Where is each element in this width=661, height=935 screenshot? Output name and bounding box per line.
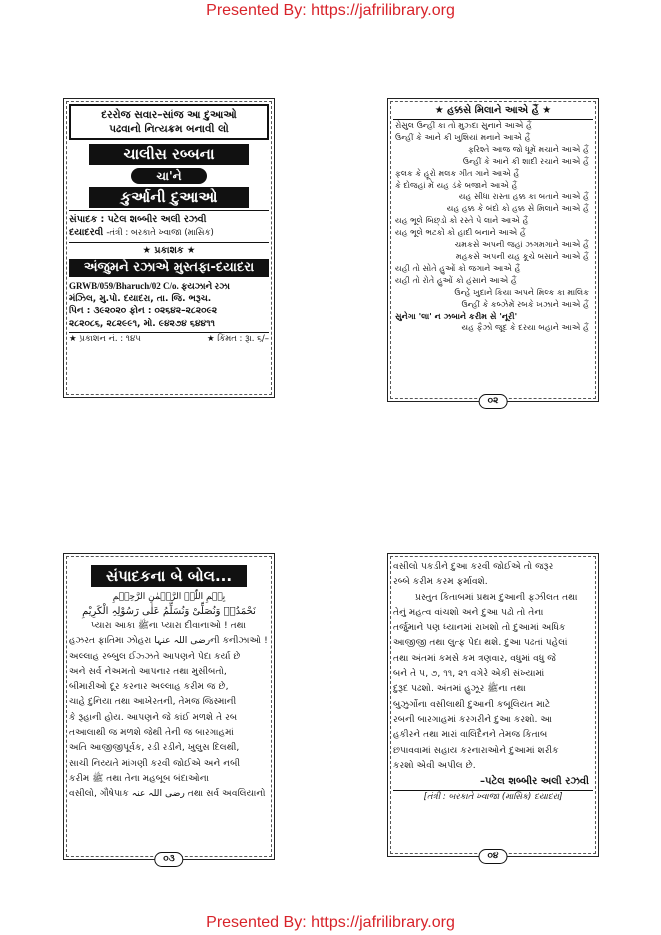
continuation-text xyxy=(393,559,593,590)
bottom-banner: Presented By: https://jafrilibrary.org xyxy=(206,914,455,931)
poem-verse: સુનેગા 'લા' ન ઝબાને કરીમ સે 'નૂરી' xyxy=(395,310,518,321)
title-chalis-rabbana: ચાલીસ રબ્બના xyxy=(89,144,249,165)
text-line: હકીરને તથા મારાં વાલિદૈનને તેમજ કિતાબ xyxy=(393,729,548,741)
page-number: ૦૨ xyxy=(479,394,508,409)
place-note: -તંત્રી : બરકાતે ખ્વાજા (માસિક) xyxy=(106,228,214,238)
box-line-2: પઢવાનો નિત્યક્રમ બનાવી લો xyxy=(109,123,229,135)
edition-number: ★ પ્રકાશન નં. : ૧૪૫ xyxy=(69,334,141,344)
poem-verse: યહ સીધા રાસ્તા હક્ક કા બતાને આએ હૈં xyxy=(458,191,589,202)
address-line: GRWB/059/Bharuch/02 C/o. ફયઝાને રઝા xyxy=(69,281,230,291)
text-line: કરીમ ﷺ તથા તેના મહબૂબ બંદાઓના xyxy=(69,772,209,784)
editor-note-title: સંપાદકના બે બોલ... xyxy=(91,565,247,587)
editor-line: સંપાદક : પટેલ શબ્બીર અલી રઝવી xyxy=(69,214,207,225)
text-line: ચાહે દુનિયા તથા આખેરતની, તેમજ જિસ્માની xyxy=(69,696,237,708)
text-line: કે રૂહાની હોય. આપણને જે કાંઈ મળશે તે રબ xyxy=(69,711,238,723)
poem-verse: કે દોજહાં મેં યહ ડંકે બજાને આએ હૈં xyxy=(395,179,518,190)
text-line: સાચી નિય્યતે માંગણી કરવી જોઈએ અને નબી xyxy=(69,757,241,769)
text-line: તર્જુમાને પણ ધ્યાનમાં રાખશો તો દુઆમાં અધિક xyxy=(393,622,566,634)
address-line: મંઝિલ, મુ.પો. દયાદરા, તા. જિ. ભરૂચ. xyxy=(69,293,212,304)
text-line: પ્યારા આકા ﷺના પ્યારા દીવાનાઓ ! તથા xyxy=(91,620,246,631)
poem-verse: ઉન્હીં કે આને કી શાદી રચાને આએ હૈં xyxy=(462,155,589,166)
text-line: કરશો એવી અપીલ છે. xyxy=(393,759,476,771)
page-number: ૦૩ xyxy=(154,852,183,867)
poem-verse: ફલક કે હૂરો મલક ગીત ગાને આએ હૈં xyxy=(395,167,520,178)
poem-verse: ફરિશ્તે આજ જો ધૂમેં મચાને આએ હૈં xyxy=(468,143,589,154)
text-line: દુરૂદ પઢશો. અંતમાં હુઝૂર ﷺના તથા xyxy=(393,683,526,695)
appeal-text xyxy=(393,590,593,774)
poem-verses xyxy=(393,120,593,334)
poem-verse: યહ ભૂલે બિછ્ડો કો રસ્તે પે લાને આએ હૈં xyxy=(395,215,529,226)
poem-verse: યહ ફૈઝો જૂદ કે દરયા બહાને આએ હૈં xyxy=(461,322,589,333)
text-line: વસીલો પકડીને દુઆ કરવી જોઈએ તો જરૂર xyxy=(393,561,554,572)
daily-dua-box xyxy=(69,104,269,140)
poem-verse: યહી તો રોતે હુઓં કો હંસાને આએ હૈં xyxy=(395,274,517,285)
text-line: છપાવવામાં સહાય કરનારાઓને દુઆમાં શરીક xyxy=(393,744,559,756)
text-line: તેનું મહત્વ વાંચશો અને દુઆ પઢો તો તેના xyxy=(393,606,544,618)
price: ★ કિંમત : રૂા. ૬/– xyxy=(206,334,269,344)
cover-footer xyxy=(69,332,269,344)
poem-verse: ઉન્હીં કે કબ્ઝેમેં રબકે ખઝાને આએ હૈં xyxy=(461,298,589,309)
text-line: આજીજી તથા લુત્ફ પેદા થશે. દુઆ પઢતાં પહેલાં xyxy=(393,637,568,649)
text-line: તથા અંતમાં કમસે કમ ત્રણવાર, વધુમાં વધુ જે xyxy=(393,652,556,664)
poem-page xyxy=(387,98,599,406)
address-line: પિન : ૩૯૨૦૨૦ ફોન : ૦૨૬૪૨–૨૮૨૦૯૨ xyxy=(69,306,218,316)
publisher-address xyxy=(69,280,269,330)
text-line: વસીલો, ગૌષેપાક رضی اللہ عنہ તથા સર્વ અવલિયાનો xyxy=(69,788,266,800)
poem-verse: યહ ભૂલે ભટકોં કો હાદી બનાને આએ હૈં xyxy=(395,227,526,238)
address-line: ૨૮૨૦૮૬, ૨૮૨૯૯૧, મો. ૯૪૨૭૪ ૬૪૪૧૧ xyxy=(69,318,215,329)
place-name: દયાદરવી xyxy=(69,227,104,238)
poem-verse: ઉન્હેં ખુદાને કિયા અપને મિલ્ક કા માલિક xyxy=(454,286,589,297)
page-number: ૦૪ xyxy=(479,849,508,864)
title-cha-ne: ચા'ને xyxy=(131,168,207,184)
publisher-org: અંજુમને રઝાએ મુસ્તફા-દયાદરા xyxy=(69,259,269,277)
text-line: બીમારીઓ દૂર કરનાર અલ્લાહ કરીમ જ છે, xyxy=(69,681,229,693)
text-line: અને સર્વ નેઅમતો આપનાર તથા મુસીબતો, xyxy=(69,665,227,677)
poem-verse: યહી તો સોતે હુઓં કો જગાને આએ હૈં xyxy=(395,262,521,273)
text-line: બને તે ૫, ૭, ૧૧, ૨૧ વગેરે એકી સંખ્યામાં xyxy=(393,668,545,680)
title-qurani-duao: કુર્આની દુઆઓ xyxy=(89,187,249,208)
cover-page xyxy=(63,98,275,398)
continuation-page xyxy=(387,553,599,861)
poem-verse: ઉન્હીં કે આને કી ખુશિયાં મનાને આએ હૈં xyxy=(395,131,531,142)
bismillah: بِسۡمِ اللّٰہِ الرَّحۡمٰنِ الرَّحِیۡمِ xyxy=(112,592,226,602)
text-line: રબની બારગાહમાં કરગરીને દુઆ કરશો. આ xyxy=(393,713,553,725)
signature: –પટેલ શબ્બીર અલી રઝવી xyxy=(479,776,589,788)
box-line-1: દરરોજ સવાર–સાંજ આ દુઆઓ xyxy=(101,109,237,121)
poem-verse: યહ હક્ક કે બંદો કો હક્ક સે મિલાને આએ હૈં xyxy=(446,203,589,214)
publisher-label: ★ પ્રકાશક ★ xyxy=(142,245,196,256)
text-line: બુઝુર્ગોના વસીલાથી દુઆની કબૂલિયત માટે xyxy=(393,698,551,710)
text-line: તઆલાથી જ મળશે જેથી તેની જ બારગાહમાં xyxy=(69,727,234,739)
editor-note-text xyxy=(69,618,269,802)
text-line: રબ્બે કરીમ કરમ ફર્માવશે. xyxy=(393,576,488,588)
signature-title: [તંત્રી : બરકાતે ખ્વાજા (માસિક) દયાદરા] xyxy=(393,790,593,802)
editor-note-page xyxy=(63,553,275,864)
text-line: અતિ આજીજીપૂર્વક, રડી રડીને, ખુલુસ દિલથી, xyxy=(69,742,240,754)
poem-verse: રોસુલ ઉન્હીં કા તો મુઝ્દા સુનાને આએ હૈં xyxy=(395,120,532,130)
text-line: પ્રસ્તુત કિતાબમાં પ્રથમ દુઆની ફઝીલત તથા xyxy=(415,591,578,603)
poem-verse: ચમકસે અપની જહાં ઝગમગાને આએ હૈં xyxy=(454,239,589,250)
arabic-praise: نَحْمَدُہٗ وَنُصَلِّیْ وَنُسَلِّمُ عَلٰی رَسُوْلِہِ الْکَرِیْمِ xyxy=(82,606,256,617)
text-line: હઝરત ફાતિમા ઝોહરા رضی اللہ عنہاની કનીઝાઓ ! xyxy=(69,635,268,647)
poem-verse: મહકસે અપની યહ કૂચે બસાને આએ હૈં xyxy=(455,250,589,261)
top-banner: Presented By: https://jafrilibrary.org xyxy=(206,2,455,19)
text-line: અલ્લાહ રબ્બુલ ઈઝ્ઝતે આપણને પેદા કર્યા છે xyxy=(69,650,241,662)
poem-title: ★ હક્કસે મિલાને આએ હૈં ★ xyxy=(393,104,593,120)
